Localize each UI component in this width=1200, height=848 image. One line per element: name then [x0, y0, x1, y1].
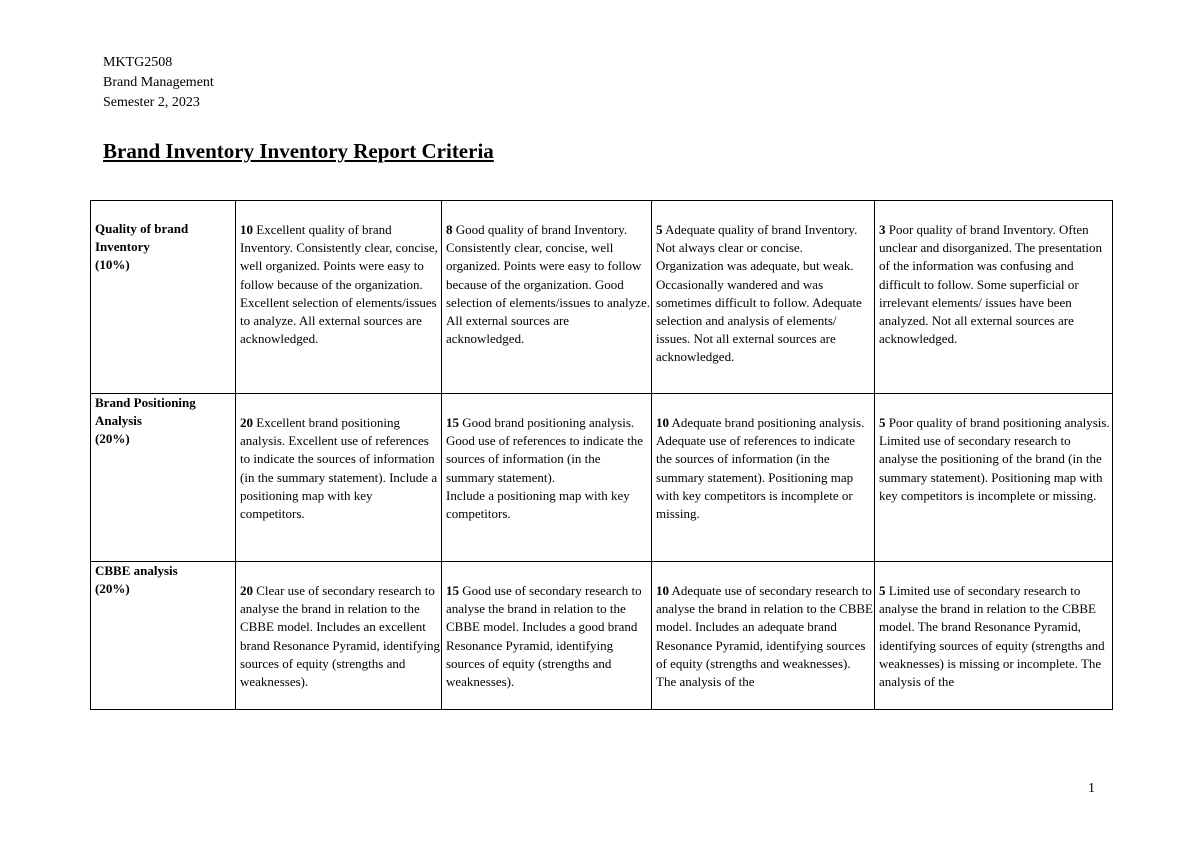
points-value: 5: [879, 415, 886, 430]
cell-description-extra: Include a positioning map with key competitors.: [446, 487, 630, 522]
points-value: 5: [879, 583, 886, 598]
criterion-cell: [91, 394, 236, 562]
cell-description: Adequate quality of brand Inventory. Not always clear or concise. Organization was adequate, but weak. Occasionally wandered and was sometimes difficult to follow. Adequate selection and analysis of elements/ issues. Not all external sources are acknowledged.: [656, 222, 862, 365]
rubric-cell: [652, 201, 875, 394]
rubric-cell: [875, 562, 1113, 710]
page-number: 1: [1088, 781, 1095, 796]
cell-description: Adequate brand positioning analysis. Adequate use of references to indicate the sources of information (in the summary statement). Positioning map with key competitors is incomplete or missing.: [656, 415, 865, 522]
rubric-cell: [236, 394, 442, 562]
rubric-table: [90, 200, 1113, 710]
table-row: [91, 562, 1113, 710]
course-name: Brand Management: [103, 75, 214, 90]
cell-description: Excellent quality of brand Inventory. Consistently clear, concise, well organized. Points were easy to follow because of the organization. Excellent selection of elements/issues to analyze. All external sources are acknowledged.: [240, 222, 438, 347]
criterion-weight: (20%): [95, 581, 130, 597]
criterion-name: CBBE analysis: [95, 563, 178, 578]
points-value: 10: [656, 583, 669, 598]
rubric-cell: [236, 562, 442, 710]
points-value: 8: [446, 222, 453, 237]
cell-description: Poor quality of brand Inventory. Often unclear and disorganized. The presentation of the information was confusing and difficult to follow. Some superficial or irrelevant elements/ issues have been analyzed. Not all external sources are acknowledged.: [879, 222, 1102, 347]
points-value: 20: [240, 583, 253, 598]
table-row: [91, 394, 1113, 562]
criterion-name: Brand Positioning Analysis: [95, 395, 196, 429]
cell-description: Limited use of secondary research to analyse the brand in relation to the CBBE model. The brand Resonance Pyramid, identifying sources of equity (strengths and weaknesses) is missing or incomplete. The analysis of the: [879, 583, 1105, 690]
table-row: [91, 201, 1113, 394]
points-value: 15: [446, 583, 459, 598]
course-header: [103, 53, 214, 113]
rubric-cell: [652, 562, 875, 710]
criterion-name: Quality of brand Inventory: [95, 221, 189, 255]
page-title: Brand Inventory Inventory Report Criteria: [103, 139, 494, 163]
points-value: 15: [446, 415, 459, 430]
cell-description: Good quality of brand Inventory. Consistently clear, concise, well organized. Points were easy to follow because of the organization. Good selection of elements/issues to analyze. All external sources are acknowledged.: [446, 222, 650, 347]
cell-description: Good brand positioning analysis. Good use of references to indicate the sources of information (in the summary statement).: [446, 415, 644, 485]
semester: Semester 2, 2023: [103, 95, 200, 110]
points-value: 3: [879, 222, 886, 237]
points-value: 5: [656, 222, 663, 237]
criterion-cell: [91, 562, 236, 710]
rubric-cell: [236, 201, 442, 394]
cell-description: Clear use of secondary research to analyse the brand in relation to the CBBE model. Includes an excellent brand Resonance Pyramid, identifying sources of equity (strengths and weaknesses).: [240, 583, 441, 690]
criterion-weight: (10%): [95, 257, 130, 273]
rubric-cell: [875, 201, 1113, 394]
rubric-cell: [442, 562, 652, 710]
points-value: 10: [240, 222, 253, 237]
rubric-cell: [442, 201, 652, 394]
rubric-cell: [875, 394, 1113, 562]
cell-description: Poor quality of brand positioning analysis. Limited use of secondary research to analyse the positioning of the brand (in the summary statement). Positioning map with key competitors is incomplete or missing.: [879, 415, 1110, 503]
points-value: 10: [656, 415, 669, 430]
cell-description: Good use of secondary research to analyse the brand in relation to the CBBE model. Includes a good brand Resonance Pyramid, identifying sources of equity (strengths and weaknesses).: [446, 583, 642, 690]
rubric-cell: [652, 394, 875, 562]
cell-description: Adequate use of secondary research to analyse the brand in relation to the CBBE model. Includes an adequate brand Resonance Pyramid, identifying sources of equity (strengths and weaknesses). The analysis of the: [656, 583, 873, 690]
course-code: MKTG2508: [103, 55, 173, 70]
criterion-weight: (20%): [95, 431, 130, 447]
points-value: 20: [240, 415, 253, 430]
rubric-cell: [442, 394, 652, 562]
cell-description: Excellent brand positioning analysis. Excellent use of references to indicate the sources of information (in the summary statement). Include a positioning map with key competitors.: [240, 415, 438, 522]
criterion-cell: [91, 201, 236, 394]
